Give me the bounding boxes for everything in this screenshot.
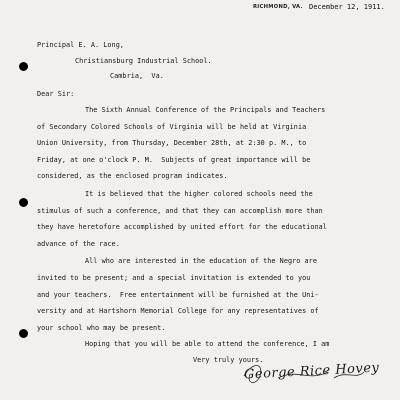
body-line: Friday, at one o'clock P. M. Subjects of great importance will be <box>37 156 311 164</box>
body-line: of Secondary Colored Schools of Virginia will be held at Virginia <box>37 123 307 131</box>
body-line: invited to be present; and a special invitation is extended to you <box>37 274 311 282</box>
body-line: advance of the race. <box>37 240 120 248</box>
letterhead-place: RICHMOND, VA. <box>253 4 303 10</box>
body-line: It is believed that the higher colored schools need the <box>85 190 313 198</box>
address-line: Christiansburg Industrial School. <box>75 57 212 65</box>
address-line: Cambria, Va. <box>110 72 164 80</box>
body-line: stimulus of such a conference, and that they can accomplish more than <box>37 207 323 215</box>
salutation: Dear Sir: <box>37 90 75 98</box>
address-line: Principal E. A. Long, <box>37 41 124 49</box>
punch-hole-top <box>19 62 28 71</box>
body-line: The Sixth Annual Conference of the Principals and Teachers <box>85 106 326 114</box>
body-line: versity and at Hartshorn Memorial College for any representatives of <box>37 307 319 315</box>
body-line: All who are interested in the education of the Negro are <box>85 257 317 265</box>
closing: Very truly yours. <box>193 356 264 364</box>
body-line: and your teachers. Free entertainment will be furnished at the Uni- <box>37 291 319 299</box>
punch-hole-bottom <box>19 329 28 338</box>
body-line: Hoping that you will be able to attend the conference, I am <box>85 340 330 348</box>
punch-hole-middle <box>19 198 28 207</box>
letter-date: December 12, 1911. <box>309 3 385 11</box>
body-line: Union University, from Thursday, December 28th, at 2:30 p. M., to <box>37 139 307 147</box>
signature: George Rice Hovey <box>243 360 380 383</box>
body-line: your school who may be present. <box>37 324 166 332</box>
body-line: they have heretofore accomplished by united effort for the educational <box>37 223 327 231</box>
body-line: considered, as the enclosed program indicates. <box>37 172 228 180</box>
